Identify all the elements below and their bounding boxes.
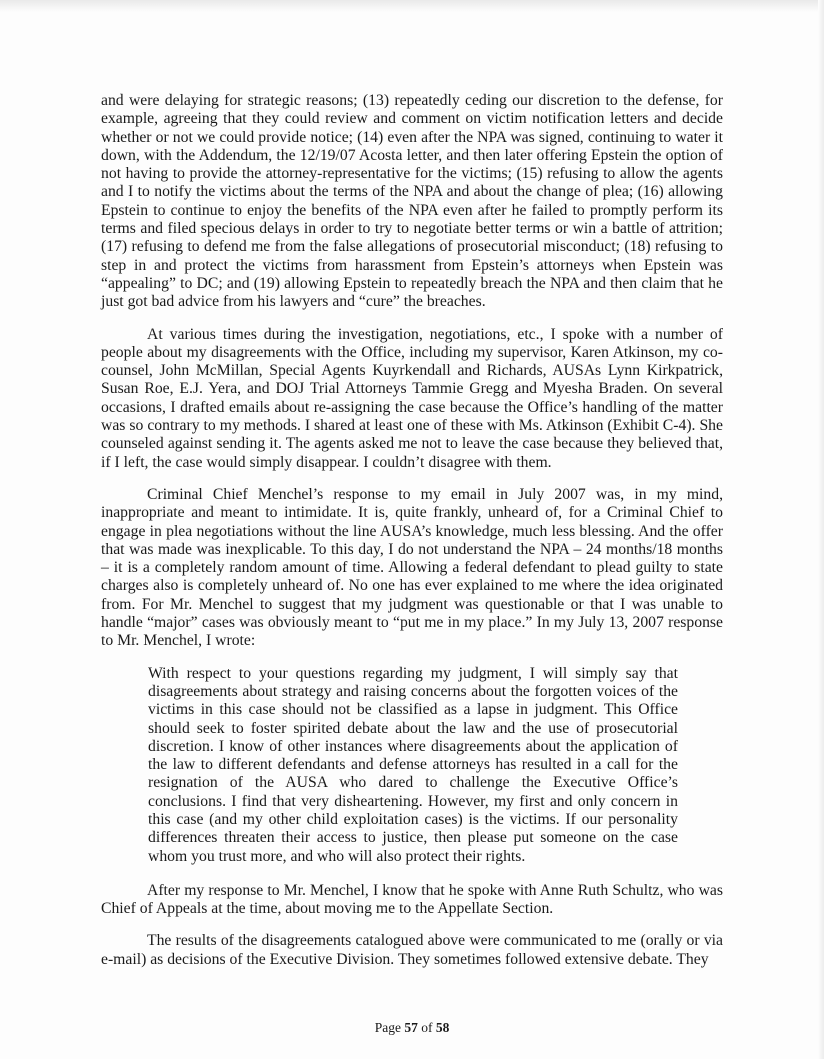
- paragraph-continuation: and were delaying for strategic reasons; (13) repeatedly ceding our discretion to the defense, for example, agreeing that they could review and comment on victim notification letters and decide whether or not we could provide notice; (14) even after the NPA was signed, continuing to water it down, with the Addendum, the 12/19/07 Acosta letter, and then later offering Epstein the option of not having to provide the attorney-representative for the victims; (15) refusing to allow the agents and I to notify the victims about the terms of the NPA and about the change of plea; (16) allowing Epstein to continue to enjoy the benefits of the NPA even after he failed to promptly perform its terms and filed specious delays in order to try to negotiate better terms or win a battle of attrition; (17) refusing to defend me from the false allegations of prosecutorial misconduct; (18) refusing to step in and protect the victims from harassment from Epstein’s attorneys when Epstein was “appealing” to DC; and (19) allowing Epstein to repeatedly breach the NPA and then claim that he just got bad advice from his lawyers and “cure” the breaches.: [101, 92, 723, 311]
- paragraph-appellate: After my response to Mr. Menchel, I know that he spoke with Anne Ruth Schultz, who was Chief of Appeals at the time, about moving me to the Appellate Section.: [101, 881, 723, 918]
- paragraph-results: The results of the disagreements catalogued above were communicated to me (orally or via e-mail) as decisions of the Executive Division. They sometimes followed extensive debate. They: [101, 932, 723, 968]
- document-body: [101, 92, 723, 983]
- footer-page-word: Page: [374, 1020, 401, 1035]
- page-footer: [0, 1020, 824, 1036]
- footer-page-number: 57: [404, 1020, 418, 1035]
- footer-of-word: of: [421, 1020, 433, 1035]
- footer-total-pages: 58: [435, 1020, 450, 1035]
- scan-edge-top: [0, 0, 824, 12]
- block-quote-email: With respect to your questions regarding my judgment, I will simply say that disagreements about strategy and raising concerns about the forgotten voices of the victims in this case should not be classified as a lapse in judgment. This Office should seek to foster spirited debate about the law and the use of prosecutorial discretion. I know of other instances where disagreements about the application of the law to different defendants and defense attorneys has resulted in a call for the resignation of the AUSA who dared to challenge the Executive Office’s conclusions. I find that very disheartening. However, my first and only concern in this case (and my other child exploitation cases) is the victims. If our personality differences threaten their access to justice, then please put someone on the case whom you trust more, and who will also protect their rights.: [148, 664, 678, 865]
- scan-edge-right: [818, 0, 824, 1059]
- paragraph-disagreements: At various times during the investigation, negotiations, etc., I spoke with a number of people about my disagreements with the Office, including my supervisor, Karen Atkinson, my co-counsel, John McMillan, Special Agents Kuyrkendall and Richards, AUSAs Lynn Kirkpatrick, Susan Roe, E.J. Yera, and DOJ Trial Attorneys Tammie Gregg and Myesha Braden. On several occasions, I drafted emails about re-assigning the case because the Office’s handling of the matter was so contrary to my methods. I shared at least one of these with Ms. Atkinson (Exhibit C-4). She counseled against sending it. The agents asked me not to leave the case because they believed that, if I left, the case would simply disappear. I couldn’t disagree with them.: [101, 325, 723, 471]
- paragraph-menchel-response: Criminal Chief Menchel’s response to my email in July 2007 was, in my mind, inappropriate and meant to intimidate. It is, quite frankly, unheard of, for a Criminal Chief to engage in plea negotiations without the line AUSA’s knowledge, much less blessing. And the offer that was made was inexplicable. To this day, I do not understand the NPA – 24 months/18 months – it is a completely random amount of time. Allowing a federal defendant to plead guilty to state charges also is completely unheard of. No one has ever explained to me where the idea originated from. For Mr. Menchel to suggest that my judgment was questionable or that I was unable to handle “major” cases was obviously meant to “put me in my place.” In my July 13, 2007 response to Mr. Menchel, I wrote:: [101, 485, 723, 650]
